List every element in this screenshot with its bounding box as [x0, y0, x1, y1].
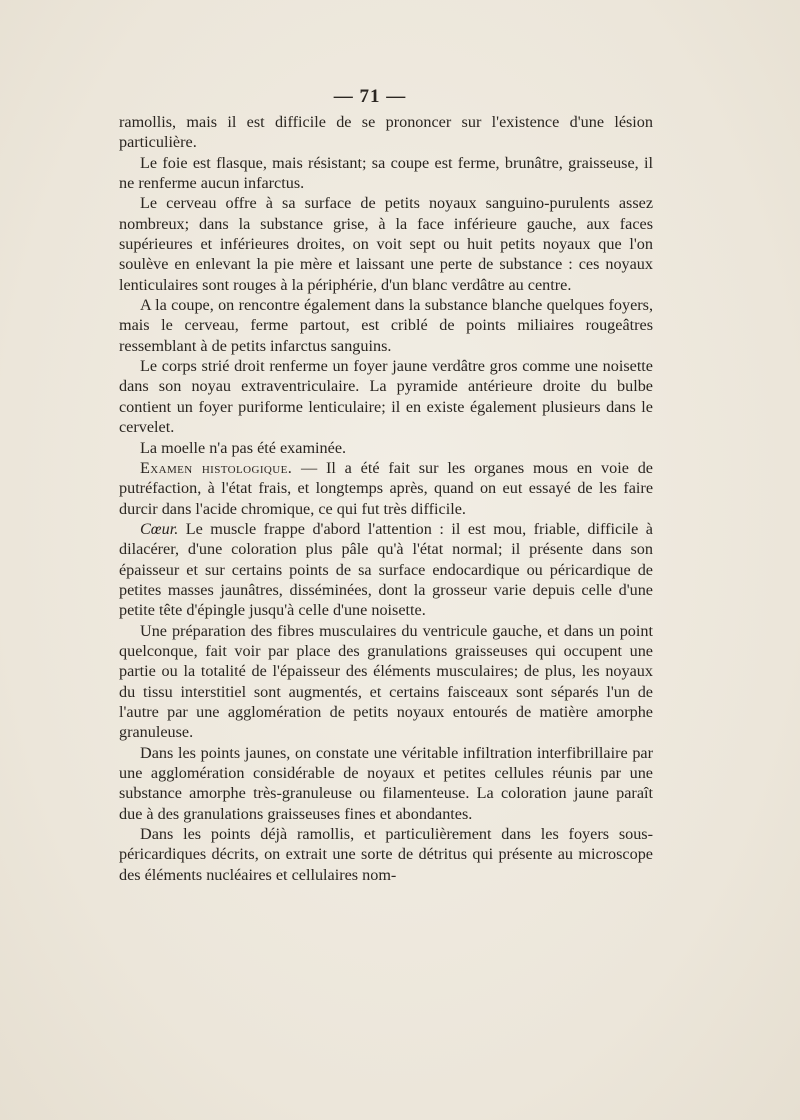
paragraph-cut: A la coupe, on rencontre également dans la substance blanche quelques foyers, mais le cerveau, ferme partout, est criblé de points miliaires rougeâtres ressemblant à de petits infarctus sanguins. [119, 296, 653, 355]
histology-text: — Il a été fait sur les organes mous en voie de putréfaction, à l'état frais, et longtemps après, quand on eut essayé de les faire durcir dans l'acide chromique, ce qui fut très difficile. [119, 458, 653, 518]
paragraph-softened-points: Dans les points déjà ramollis, et particulièrement dans les foyers sous-péricardiques décrits, on extrait une sorte de détritus qui présente au microscope des éléments nucléaires et cellulaires nom- [119, 825, 653, 884]
paragraph-yellow-points: Dans les points jaunes, on constate une véritable infiltration interfibrillaire par une agglomération considérable de noyaux et petites cellules réunis par une substance amorphe très-granuleuse ou filamenteuse. La coloration jaune paraît due à des granulations graisseuses fines et abondantes. [119, 743, 653, 823]
section-heading-heart: Cœur. [140, 519, 179, 538]
section-heading-histology: Examen histologique. [140, 458, 293, 477]
paragraph-muscle-fibres: Une préparation des fibres musculaires du ventricule gauche, et dans un point quelconque, fait voir par place des granulations graisseuses qui occupent une partie ou la totalité de l'épaisseur des éléments musculaires; de plus, les noyaux du tissu interstitiel sont augmentés, et certains faisceaux sont séparés l'un de l'autre par une agglomération de petits noyaux entourés de matière amorphe granuleuse. [119, 621, 653, 742]
paragraph-brain: Le cerveau offre à sa surface de petits noyaux sanguino-purulents assez nombreux; dans la substance grise, à la face inférieure gauche, aux faces supérieures et inférieures droites, on voit sept ou huit petits noyaux que l'on soulève en enlevant la pie mère et laissant une perte de substance : ces noyaux lenticulaires sont rouges à la périphérie, d'un blanc verdâtre au centre. [119, 194, 653, 294]
body-text [119, 112, 653, 885]
heart-text: Le muscle frappe d'abord l'attention : il est mou, friable, difficile à dilacérer, d'une coloration plus pâle qu'à l'état normal; il présente dans son épaisseur et sur certains points de sa surface endocardique ou péricardique de petites masses jaunâtres, disséminées, dont la grosseur varie depuis celle d'une petite tête d'épingle jusqu'à celle d'une noisette. [119, 519, 653, 620]
paragraph-striate-body: Le corps strié droit renferme un foyer jaune verdâtre gros comme une noisette dans son noyau extraventriculaire. La pyramide antérieure droite du bulbe contient un foyer puriforme lenticulaire; il en existe également plusieurs dans le cervelet. [119, 357, 653, 437]
page-number: — 71 — [333, 86, 407, 107]
paragraph-spinal-cord: La moelle n'a pas été examinée. [140, 438, 347, 457]
paragraph-continuation: ramollis, mais il est difficile de se prononcer sur l'existence d'une lésion particulière. [119, 113, 653, 152]
paragraph-heart [119, 519, 653, 621]
paragraph-liver: Le foie est flasque, mais résistant; sa coupe est ferme, brunâtre, graisseuse, il ne renferme aucun infarctus. [119, 153, 653, 193]
paragraph-histology [119, 458, 653, 519]
